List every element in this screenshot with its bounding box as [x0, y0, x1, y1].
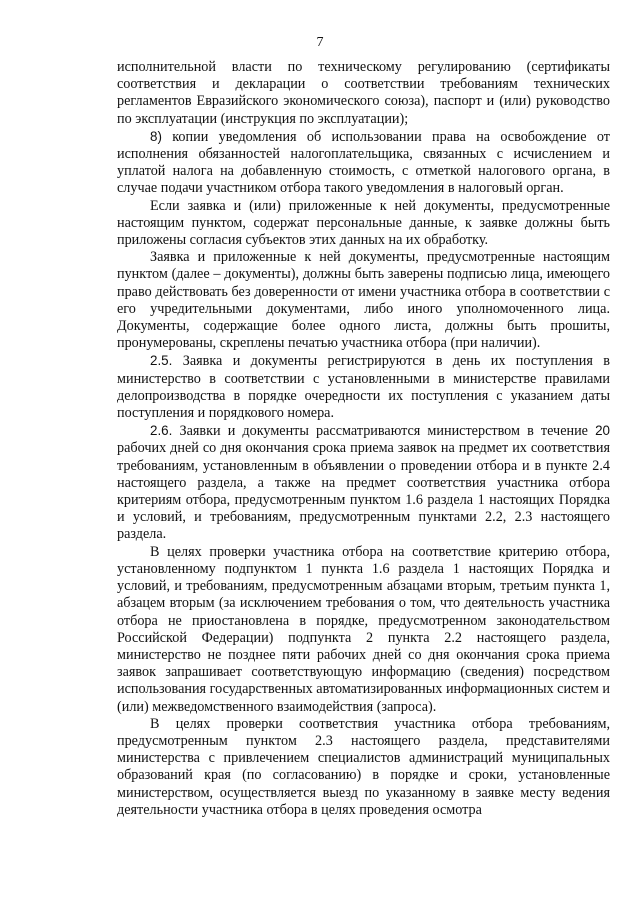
paragraph-clause-2-5	[117, 352, 610, 422]
page-number: 7	[316, 35, 324, 50]
paragraph-clause-2-6	[117, 422, 610, 543]
item-number: 8)	[150, 128, 162, 144]
paragraph-verification-site-visit: В целях проверки соответствия участника отбора требованиям, предусмотренным пунктом 2.3 настоящего раздела, представителями министерства с привлечением специалистов администраций муниципальных образований края (по согласованию) в порядке и сроки, установленные министерством, осуществляется выезд по указанному в заявке месту ведения деятельности участника отбора в целях проведения осмотра	[117, 715, 610, 818]
paragraph-text: Заявки и документы рассматриваются министерством в течение	[172, 423, 596, 440]
paragraph-text: копии уведомления об использовании права на освобождение от исполнения обязанностей налогоплательщика, связанных с исчислением и уплатой налога на добавленную стоимость, с отметкой налогового органа, в случае подачи участником отбора такого уведомления в налоговый орган.	[117, 128, 610, 197]
paragraph-text: Заявка и документы регистрируются в день их поступления в министерство в соответствии с установленными в министерстве правилами делопроизводства в порядке очередности их поступления с указанием даты поступления и порядкового номера.	[117, 353, 610, 422]
paragraph-continuation: исполнительной власти по техническому регулированию (сертификаты соответствия и декларации о соответствии требованиям технических регламентов Евразийского экономического союза), паспорт и (или) руководство по эксплуатации (инструкция по эксплуатации);	[117, 59, 610, 127]
clause-number: 2.6.	[150, 423, 173, 439]
paragraph-verification-criterion: В целях проверки участника отбора на соответствие критерию отбора, установленному подпунктом 1 пункта 1.6 раздела 1 настоящих Порядка и условий, и требованиям, предусмотренным абзацами вторым, третьим пункта 1, абзацем вторым (за исключением требования о том, что деятельность участника отбора не приостановлена в порядке, предусмотренном законодательством Российской Федерации) подпункта 2 пункта 2.2 настоящего раздела, министерство не позднее пяти рабочих дней со дня окончания срока приема заявок запрашивает соответствующую информацию (сведения) посредством использования государственных автоматизированных информационных систем и (или) межведомственного взаимодействия (запроса).	[117, 543, 610, 715]
days-count: 20	[595, 423, 610, 439]
document-body	[117, 59, 610, 819]
paragraph-item-8	[117, 128, 610, 198]
paragraph-personal-data: Если заявка и (или) приложенные к ней документы, предусмотренные настоящим пунктом, содержат персональные данные, к заявке должны быть приложены согласия субъектов этих данных на их обработку.	[117, 197, 610, 249]
clause-number: 2.5.	[150, 353, 173, 369]
paragraph-text: рабочих дней со дня окончания срока приема заявок на предмет их соответствия требованиям, установленным в объявлении о проведении отбора и в пункте 2.4 настоящего раздела, а также на предмет соответствия участника отбора критериям отбора, предусмотренным пунктом 1.6 раздела 1 настоящих Порядка и условий, и требованиям, предусмотренным пунктами 2.2, 2.3 настоящего раздела.	[117, 440, 610, 543]
paragraph-certification: Заявка и приложенные к ней документы, предусмотренные настоящим пунктом (далее – документы), должны быть заверены подписью лица, имеющего право действовать без доверенности от имени участника отбора в соответствии с его учредительными документами, либо иного уполномоченного лица. Документы, содержащие более одного листа, должны быть прошиты, пронумерованы, скреплены печатью участника отбора (при наличии).	[117, 249, 610, 352]
